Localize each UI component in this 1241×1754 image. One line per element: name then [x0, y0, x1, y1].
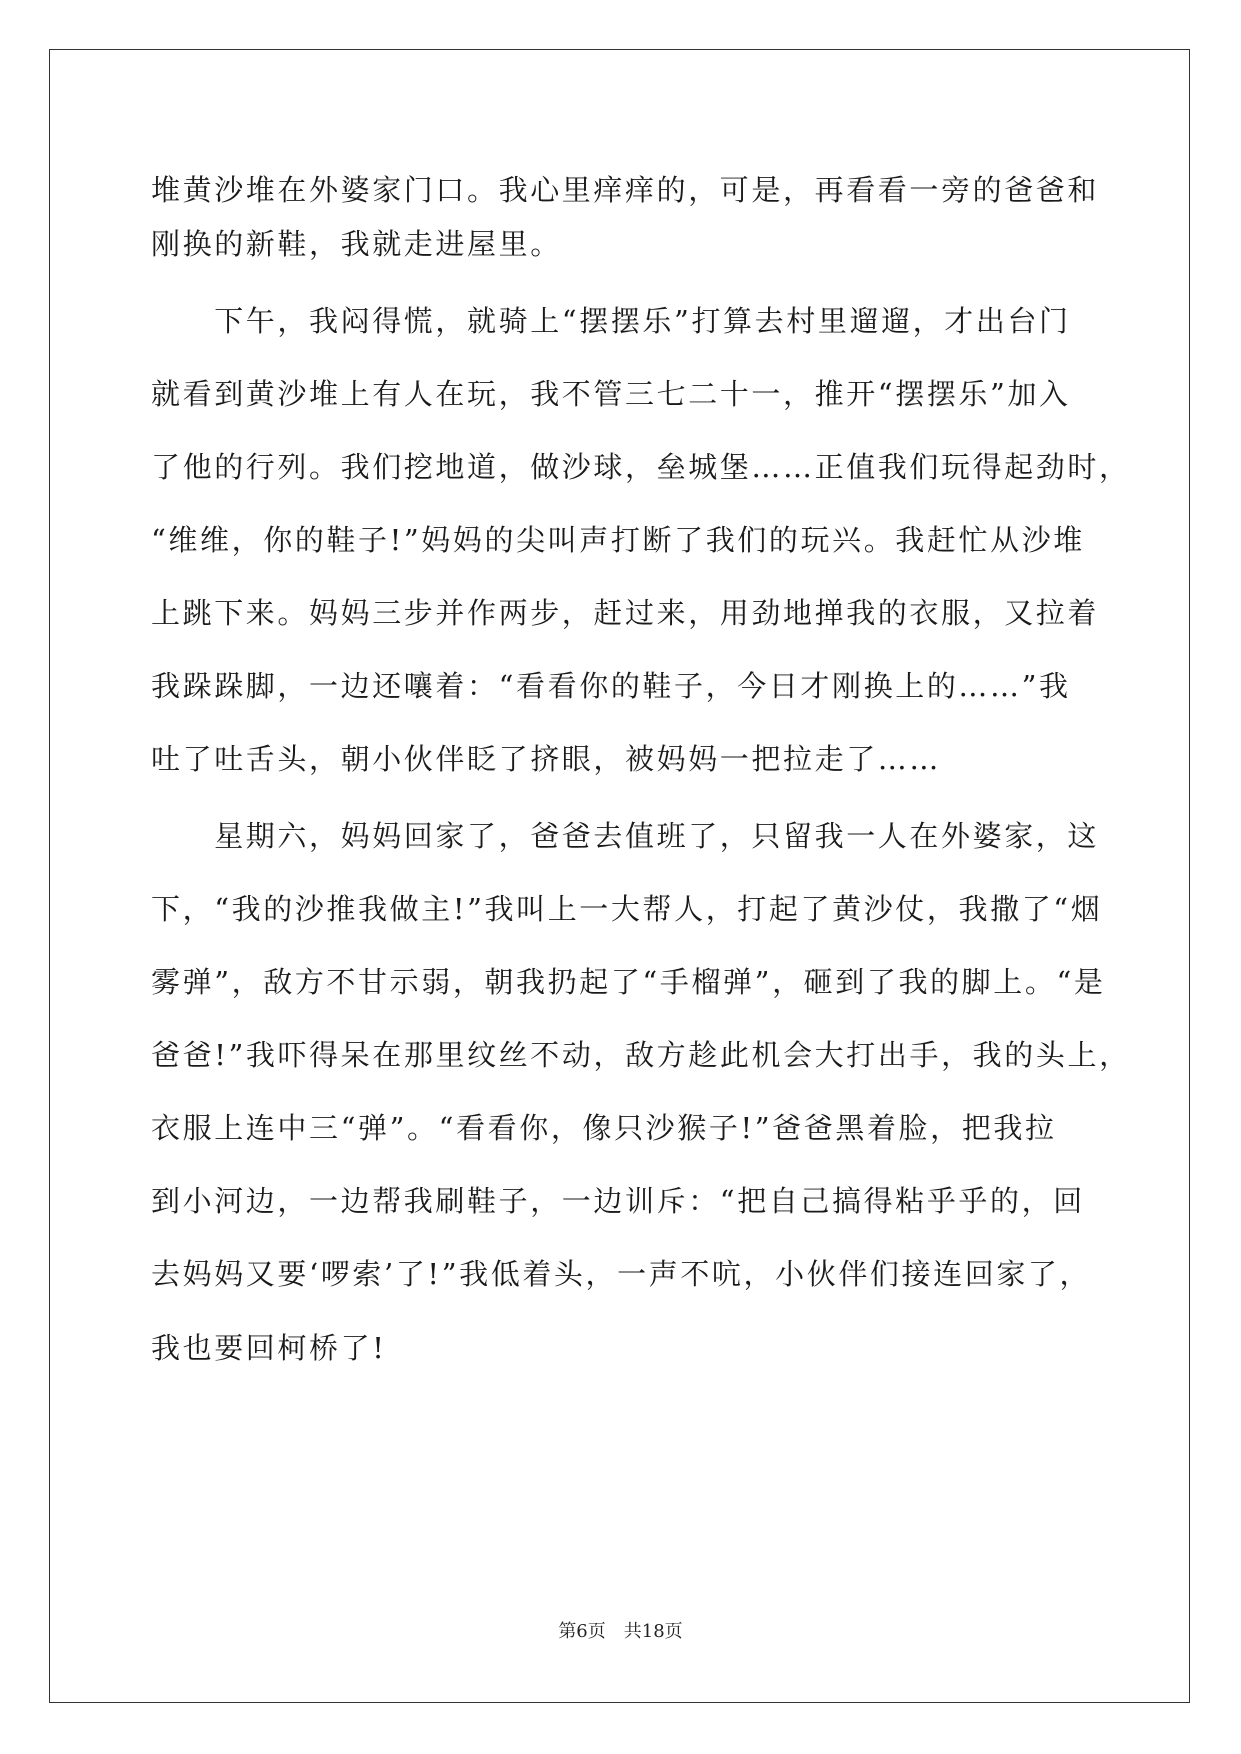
text-line: 爸爸!”我吓得呆在那里纹丝不动，敌方趁此机会大打出手，我的头上，: [151, 1038, 1131, 1072]
page-footer: [0, 1620, 1241, 1644]
text-line: 堆黄沙堆在外婆家门口。我心里痒痒的，可是，再看看一旁的爸爸和: [151, 173, 1100, 207]
text-line: 吐了吐舌头，朝小伙伴眨了挤眼，被妈妈一把拉走了……: [151, 742, 942, 776]
page-total: 共18页: [623, 1621, 683, 1642]
text-line: 上跳下来。妈妈三步并作两步，赶过来，用劲地掸我的衣服，又拉着: [151, 596, 1100, 630]
page-border: [49, 49, 1190, 1703]
page-number: 第6页: [558, 1621, 606, 1642]
text-line: 星期六，妈妈回家了，爸爸去值班了，只留我一人在外婆家，这: [151, 819, 1100, 853]
text-line: 雾弹”，敌方不甘示弱，朝我扔起了“手榴弹”，砸到了我的脚上。“是: [151, 965, 1106, 999]
text-line: 我也要回柯桥了!: [151, 1331, 387, 1365]
text-line: 下午，我闷得慌，就骑上“摆摆乐”打算去村里遛遛，才出台门: [151, 304, 1071, 338]
text-line: 到小河边，一边帮我刷鞋子，一边训斥：“把自己搞得粘乎乎的，回: [151, 1184, 1085, 1218]
text-line: 去妈妈又要‘啰索’了!”我低着头，一声不吭，小伙伴们接连回家了，: [151, 1257, 1092, 1291]
text-line: 了他的行列。我们挖地道，做沙球，垒城堡……正值我们玩得起劲时，: [151, 450, 1131, 484]
text-line: “维维，你的鞋子!”妈妈的尖叫声打断了我们的玩兴。我赶忙从沙堆: [151, 523, 1085, 557]
text-line: 衣服上连中三“弹”。“看看你，像只沙猴子!”爸爸黑着脸，把我拉: [151, 1111, 1057, 1145]
text-line: 就看到黄沙堆上有人在玩，我不管三七二十一，推开“摆摆乐”加入: [151, 377, 1071, 411]
text-line: 下，“我的沙推我做主!”我叫上一大帮人，打起了黄沙仗，我撒了“烟: [151, 892, 1103, 926]
text-line: 我跺跺脚，一边还嚷着：“看看你的鞋子，今日才刚换上的……”我: [151, 669, 1071, 703]
text-line: 刚换的新鞋，我就走进屋里。: [151, 227, 562, 261]
